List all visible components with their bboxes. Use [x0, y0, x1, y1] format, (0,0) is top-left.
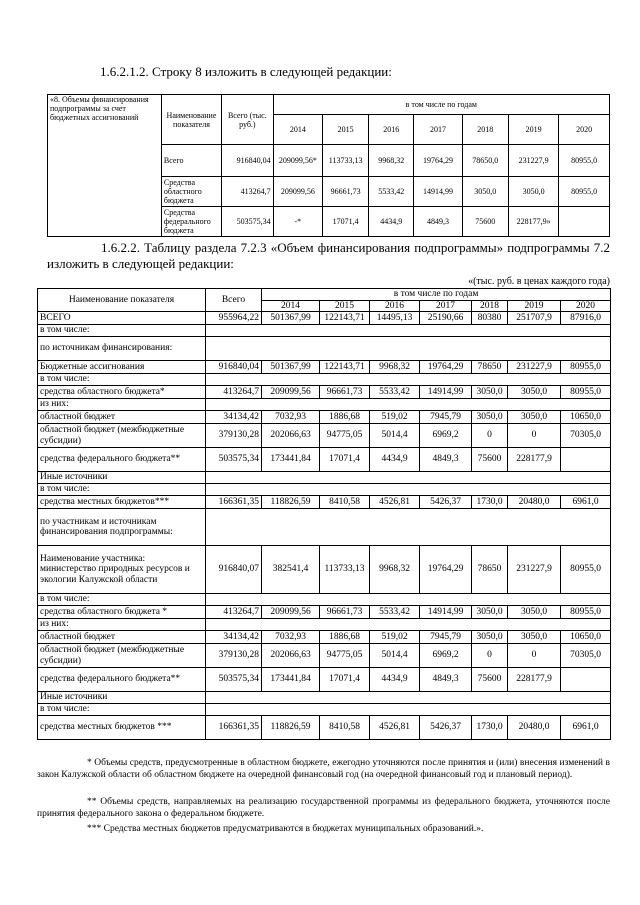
row-name: Средства областного бюджета: [161, 177, 221, 207]
row-value: 122143,71: [320, 361, 370, 374]
table-row: [38, 448, 611, 472]
row-value: 1886,68: [320, 411, 370, 424]
row-total: 379130,28: [206, 424, 262, 448]
table-row: [38, 594, 611, 606]
table-row: [38, 386, 611, 399]
table-row: [38, 619, 611, 631]
year-header: 2020: [559, 115, 610, 145]
col-header-total: Всего (тыс. руб.): [222, 95, 274, 145]
row-name: областной бюджет: [38, 411, 206, 424]
row-value: 118826,59: [262, 496, 320, 509]
row-name: ВСЕГО: [38, 312, 206, 325]
row-value: 231227,9: [508, 361, 561, 374]
row-value: 6969,2: [420, 644, 472, 668]
row-name: областной бюджет: [38, 631, 206, 644]
year-header: 2014: [262, 300, 320, 312]
year-header: 2015: [320, 300, 370, 312]
row-name: в том числе:: [38, 325, 206, 337]
row-value: 80380: [472, 312, 508, 325]
table-row: [38, 692, 611, 704]
row-total: 166361,35: [206, 496, 262, 509]
row-value: 3050,0: [508, 177, 558, 207]
row-value: 96661,73: [323, 177, 369, 207]
row-value: 7945,79: [420, 631, 472, 644]
col-header-name: Наименование показателя: [38, 289, 206, 312]
row-name: Иные источники: [38, 692, 206, 704]
table-row: [38, 312, 611, 325]
row-value: 80955,0: [559, 145, 610, 177]
table-row: [38, 496, 611, 509]
row-value: 96661,73: [320, 386, 370, 399]
row-value: 4526,81: [370, 496, 420, 509]
row-total: 503575,34: [206, 448, 262, 472]
row-name: из них:: [38, 399, 206, 411]
row-value: 3050,0: [508, 606, 561, 619]
row-value: 17071,4: [323, 207, 369, 237]
row-value: 113733,13: [320, 546, 370, 594]
table-row: [38, 546, 611, 594]
section-heading-1: 1.6.2.1.2. Строку 8 изложить в следующей редакции:: [100, 64, 392, 79]
table-row: [38, 337, 611, 361]
row-value: 17071,4: [320, 448, 370, 472]
col-header-name: Наименование показателя: [161, 95, 221, 145]
row-value: [559, 207, 610, 237]
year-header: 2019: [508, 300, 561, 312]
row-value: 94775,05: [320, 644, 370, 668]
row-name: в том числе:: [38, 374, 206, 386]
row-value: 14914,99: [414, 177, 462, 207]
row-value: 519,02: [370, 411, 420, 424]
table-row: [38, 399, 611, 411]
row-value: 5426,37: [420, 496, 472, 509]
row-value: 5014,4: [370, 424, 420, 448]
row-value: 70305,0: [561, 424, 611, 448]
row-value: 209099,56: [262, 386, 320, 399]
row-value: 14495,13: [370, 312, 420, 325]
row-value: 80955,0: [561, 386, 611, 399]
row-value: 6969,2: [420, 424, 472, 448]
row-value: 9968,32: [370, 361, 420, 374]
row-value: 5533,42: [370, 386, 420, 399]
row-value: 3050,0: [462, 177, 508, 207]
row-value: 228177,9: [508, 668, 561, 692]
row-value: [561, 668, 611, 692]
row-value: 5533,42: [370, 606, 420, 619]
row-total: 413264,7: [206, 386, 262, 399]
year-header: 2017: [420, 300, 472, 312]
row-name: средства областного бюджета *: [38, 606, 206, 619]
row-name: средства местных бюджетов***: [38, 496, 206, 509]
row-value: 7032,93: [262, 631, 320, 644]
row-total: 379130,28: [206, 644, 262, 668]
year-header: 2016: [370, 300, 420, 312]
table-row: [38, 424, 611, 448]
row-name: в том числе:: [38, 594, 206, 606]
row-value: 1730,0: [472, 496, 508, 509]
year-header: 2015: [323, 115, 369, 145]
row-name: по участникам и источникам финансирования подпрограммы:: [38, 509, 206, 546]
row-total: 413264,7: [222, 177, 274, 207]
row-total: 34134,42: [206, 631, 262, 644]
table-row: [38, 361, 611, 374]
row-empty-cells: [206, 472, 611, 484]
table-row: [38, 716, 611, 740]
row-value: 14914,99: [420, 386, 472, 399]
row-empty-cells: [206, 509, 611, 546]
row-value: 113733,13: [323, 145, 369, 177]
row-value: 4849,3: [420, 668, 472, 692]
row-value: 3050,0: [472, 386, 508, 399]
row-empty-cells: [206, 704, 611, 716]
row-total: 413264,7: [206, 606, 262, 619]
row-empty-cells: [206, 374, 611, 386]
section-heading-2: 1.6.2.2. Таблицу раздела 7.2.3 «Объем финансирования подпрограммы» подпрограммы 7.2 изложить в следующей редакции:: [47, 240, 610, 271]
row-value: 501367,99: [262, 312, 320, 325]
row-value: 0: [508, 424, 561, 448]
row-name: Всего: [161, 145, 221, 177]
row-value: 96661,73: [320, 606, 370, 619]
row-value: 20480,0: [508, 716, 561, 740]
row-value: 209099,56*: [273, 145, 322, 177]
row-value: 78650: [472, 546, 508, 594]
row-value: 251707,9: [508, 312, 561, 325]
row-name: средства федерального бюджета**: [38, 668, 206, 692]
table-row: [38, 644, 611, 668]
row-total: 166361,35: [206, 716, 262, 740]
row8-label-cell: «8. Объемы финансирования подпрограммы за счет бюджетных ассигнований: [48, 95, 162, 237]
row-value: 9968,32: [370, 546, 420, 594]
row-value: 0: [472, 424, 508, 448]
footnote-3: *** Средства местных бюджетов предусматриваются в бюджетах муниципальных образований.».: [87, 824, 484, 834]
row-name: Иные источники: [38, 472, 206, 484]
row-value: 8410,58: [320, 496, 370, 509]
row-value: 78650,0: [462, 145, 508, 177]
year-header: 2019: [508, 115, 558, 145]
row-value: 231227,9: [508, 546, 561, 594]
col-header-total: Всего: [206, 289, 262, 312]
row-value: 75600: [462, 207, 508, 237]
row-value: 80955,0: [561, 606, 611, 619]
year-header: 2018: [472, 300, 508, 312]
row-name: средства областного бюджета*: [38, 386, 206, 399]
row-total: 916840,04: [206, 361, 262, 374]
year-header: 2014: [273, 115, 322, 145]
row-value: 19764,29: [414, 145, 462, 177]
row-value: 202066,63: [262, 424, 320, 448]
table-row: [38, 411, 611, 424]
row-value: 80955,0: [561, 546, 611, 594]
row-total: 34134,42: [206, 411, 262, 424]
row-value: 80955,0: [561, 361, 611, 374]
row-total: 503575,34: [222, 207, 274, 237]
row-value: 19764,29: [420, 361, 472, 374]
row-value: 7945,79: [420, 411, 472, 424]
year-header: 2018: [462, 115, 508, 145]
row-value: 228177,9: [508, 448, 561, 472]
table-row: [38, 606, 611, 619]
row-value: 5533,42: [369, 177, 414, 207]
row-value: 75600: [472, 668, 508, 692]
col-header-years-group: в том числе по годам: [273, 95, 609, 115]
year-header: 2017: [414, 115, 462, 145]
row-name: областной бюджет (межбюджетные субсидии): [38, 424, 206, 448]
row-value: 80955,0: [559, 177, 610, 207]
footnote-2: ** Объемы средств, направляемых на реализацию государственной программы из федерального бюджета, уточняются после принятия федерального закона о федеральном бюджете.: [37, 797, 610, 819]
row-value: 231227,9: [508, 145, 558, 177]
row-empty-cells: [206, 484, 611, 496]
row-value: 3050,0: [508, 386, 561, 399]
row-value: -*: [273, 207, 322, 237]
row-value: 4849,3: [420, 448, 472, 472]
row-name: в том числе:: [38, 704, 206, 716]
table-row: [38, 484, 611, 496]
table-row: [38, 374, 611, 386]
row-value: 1886,68: [320, 631, 370, 644]
row-name: из них:: [38, 619, 206, 631]
row-value: 4526,81: [370, 716, 420, 740]
row-empty-cells: [206, 399, 611, 411]
units-note: «(тыс. руб. в ценах каждого года): [468, 276, 610, 287]
year-header: 2020: [561, 300, 611, 312]
row-value: 228177,9»: [508, 207, 558, 237]
row-value: 5426,37: [420, 716, 472, 740]
row-value: 4434,9: [369, 207, 414, 237]
row-value: 19764,29: [420, 546, 472, 594]
row-value: 17071,4: [320, 668, 370, 692]
row-value: 10650,0: [561, 631, 611, 644]
row-value: 0: [508, 644, 561, 668]
row-value: 8410,58: [320, 716, 370, 740]
table-row: [38, 325, 611, 337]
row-empty-cells: [206, 337, 611, 361]
row-value: 4849,3: [414, 207, 462, 237]
row-value: 4434,9: [370, 668, 420, 692]
funding-table-row8: [47, 94, 610, 237]
year-header: 2016: [369, 115, 414, 145]
table-row: [38, 631, 611, 644]
row-name: средства местных бюджетов ***: [38, 716, 206, 740]
row-name: по источникам финансирования:: [38, 337, 206, 361]
row-value: 202066,63: [262, 644, 320, 668]
row-value: 173441,84: [262, 448, 320, 472]
table-row: [38, 472, 611, 484]
row-value: 6961,0: [561, 496, 611, 509]
row-value: 501367,99: [262, 361, 320, 374]
table-row: [38, 668, 611, 692]
row-value: 10650,0: [561, 411, 611, 424]
row-value: 87916,0: [561, 312, 611, 325]
row-value: 4434,9: [370, 448, 420, 472]
row-name: областной бюджет (межбюджетные субсидии): [38, 644, 206, 668]
row-value: 209099,56: [262, 606, 320, 619]
row-value: 78650: [472, 361, 508, 374]
row-total: 916840,04: [222, 145, 274, 177]
row-value: 94775,05: [320, 424, 370, 448]
row-value: 7032,93: [262, 411, 320, 424]
row-value: 209099,56: [273, 177, 322, 207]
row-name: Наименование участника: министерство природных ресурсов и экологии Калужской области: [38, 546, 206, 594]
row-empty-cells: [206, 594, 611, 606]
row-name: Бюджетные ассигнования: [38, 361, 206, 374]
row-value: 3050,0: [472, 606, 508, 619]
row-value: 3050,0: [508, 411, 561, 424]
row-value: 382541,4: [262, 546, 320, 594]
row-total: 955964,22: [206, 312, 262, 325]
row-empty-cells: [206, 619, 611, 631]
row-value: 5014,4: [370, 644, 420, 668]
row-value: 3050,0: [508, 631, 561, 644]
row-empty-cells: [206, 325, 611, 337]
row-value: 25190,66: [420, 312, 472, 325]
row-value: 20480,0: [508, 496, 561, 509]
row-value: 519,02: [370, 631, 420, 644]
row-value: 9968,32: [369, 145, 414, 177]
subprogram-funding-table: [37, 288, 611, 740]
row-value: 3050,0: [472, 411, 508, 424]
row-value: 70305,0: [561, 644, 611, 668]
row-value: 118826,59: [262, 716, 320, 740]
row-value: 0: [472, 644, 508, 668]
row-value: 75600: [472, 448, 508, 472]
row-value: 3050,0: [472, 631, 508, 644]
footnote-1: * Объемы средств, предусмотренные в областном бюджете, ежегодно уточняются после принятия и (или) внесения изменений в закон Калужской области об областном бюджете на очередной финансовый год (на очередной финансовый год и плановый период).: [37, 758, 610, 780]
table-row: [38, 509, 611, 546]
row-value: [561, 448, 611, 472]
row-name: средства федерального бюджета**: [38, 448, 206, 472]
row-name: в том числе:: [38, 484, 206, 496]
row-value: 1730,0: [472, 716, 508, 740]
row-total: 503575,34: [206, 668, 262, 692]
row-value: 173441,84: [262, 668, 320, 692]
table-row: [38, 704, 611, 716]
row-value: 122143,71: [320, 312, 370, 325]
row-value: 6961,0: [561, 716, 611, 740]
row-name: Средства федерального бюджета: [161, 207, 221, 237]
row-empty-cells: [206, 692, 611, 704]
row-total: 916840,07: [206, 546, 262, 594]
row-value: 14914,99: [420, 606, 472, 619]
col-header-years-group: в том числе по годам: [262, 289, 611, 301]
